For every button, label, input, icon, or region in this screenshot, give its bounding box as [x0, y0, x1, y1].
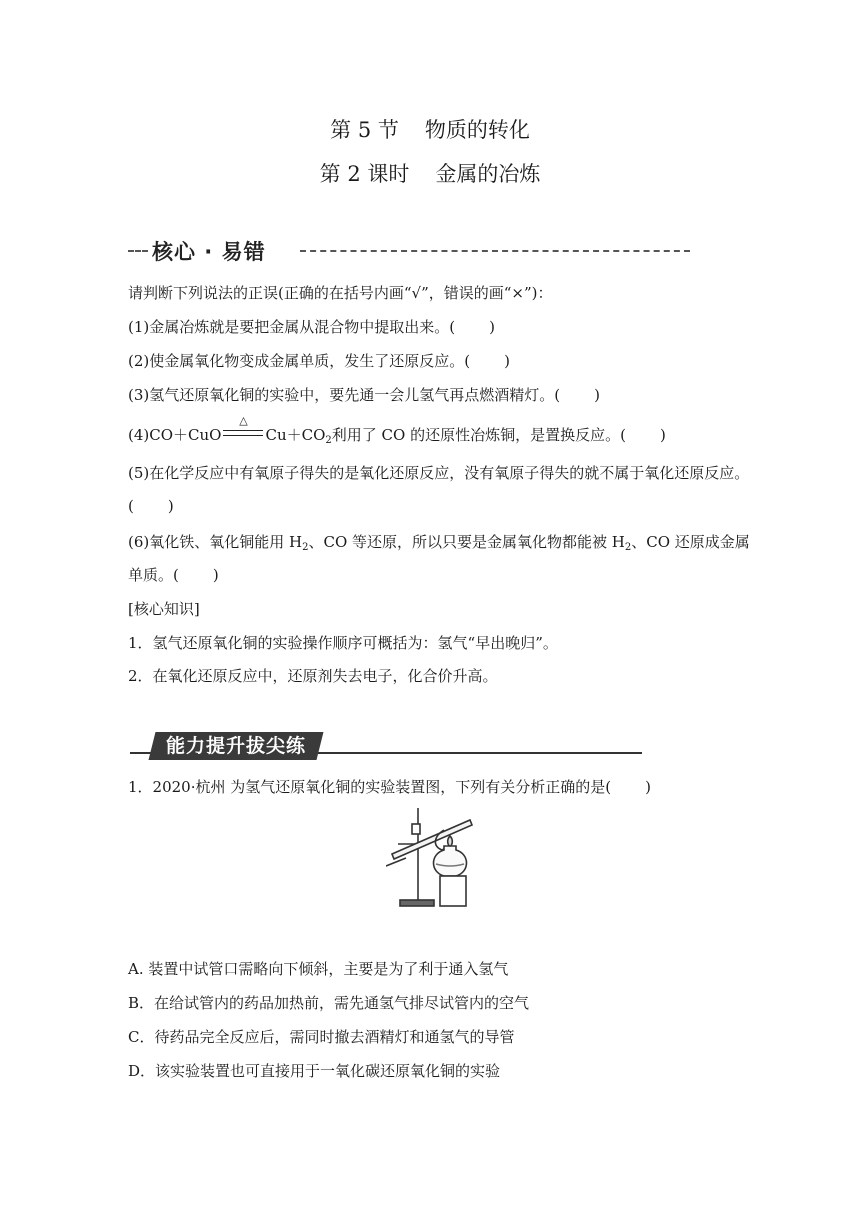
- question-stem: 1．2020·杭州 为氢气还原氧化铜的实验装置图，下列有关分析正确的是( ): [128, 778, 651, 796]
- knowledge-item-1: 1．氢气还原氧化铜的实验操作顺序可概括为：氢气“早出晚归”。: [128, 634, 558, 652]
- flame: [448, 836, 453, 846]
- alcohol-lamp: [434, 846, 467, 876]
- option-b: B．在给试管内的药品加热前，需先通氢气排尽试管内的空气: [128, 994, 530, 1012]
- statement-5: (5)在化学反应中有氧原子得失的是氧化还原反应，没有氧原子得失的就不属于氧化还原反应。: [128, 464, 750, 482]
- instruction: 请判断下列说法的正误(正确的在括号内画“√”，错误的画“×”)：: [128, 284, 553, 302]
- reaction-equals-sign: [221, 414, 265, 444]
- practice-heading-tab: 能力提升拔尖练: [149, 732, 324, 760]
- heading-dashes-right: [300, 250, 690, 252]
- lesson-title: 第 2 课时 金属的冶炼: [319, 162, 541, 186]
- option-a: A. 装置中试管口需略向下倾斜，主要是为了利于通入氢气: [128, 960, 509, 978]
- apparatus-diagram: [386, 806, 496, 910]
- delivery-tube: [386, 858, 406, 866]
- practice-heading: [130, 730, 642, 760]
- statement-4: (4)CO＋CuO △ $Cu+CO_2$利用了 CO 的还原性冶炼铜，是置换反应。( ): [128, 414, 666, 446]
- option-c: C．待药品完全反应后，需同时撤去酒精灯和通氢气的导管: [128, 1028, 515, 1046]
- statement-3: (3)氢气还原氧化铜的实验中，要先通一会儿氢气再点燃酒精灯。( ): [128, 386, 600, 404]
- core-heading: [128, 236, 690, 266]
- lamp-block: [440, 876, 466, 906]
- statement-5-paren: ( ): [128, 497, 174, 515]
- heat-symbol: △: [239, 414, 248, 427]
- section-title: 第 5 节 物质的转化: [330, 118, 530, 142]
- statement-6: (6)氧化铁、氧化铜能用 $H_2$、CO 等还原，所以只要是金属氧化物都能被 $H_2$、CO 还原成金属: [128, 533, 750, 553]
- core-heading-label: 核心 · 易错: [152, 240, 266, 264]
- option-d: D．该实验装置也可直接用于一氧化碳还原氧化铜的实验: [128, 1062, 501, 1080]
- stand-base: [400, 900, 434, 906]
- knowledge-item-2: 2．在氧化还原反应中，还原剂失去电子，化合价升高。: [128, 667, 498, 685]
- knowledge-label: [核心知识]: [128, 600, 200, 618]
- statement-6-line2: 单质。( ): [128, 566, 219, 584]
- clamp: [412, 824, 420, 834]
- statement-1: (1)金属冶炼就是要把金属从混合物中提取出来。( ): [128, 318, 495, 336]
- statement-2: (2)使金属氧化物变成金属单质，发生了还原反应。( ): [128, 352, 510, 370]
- heading-dashes-left: [128, 250, 148, 252]
